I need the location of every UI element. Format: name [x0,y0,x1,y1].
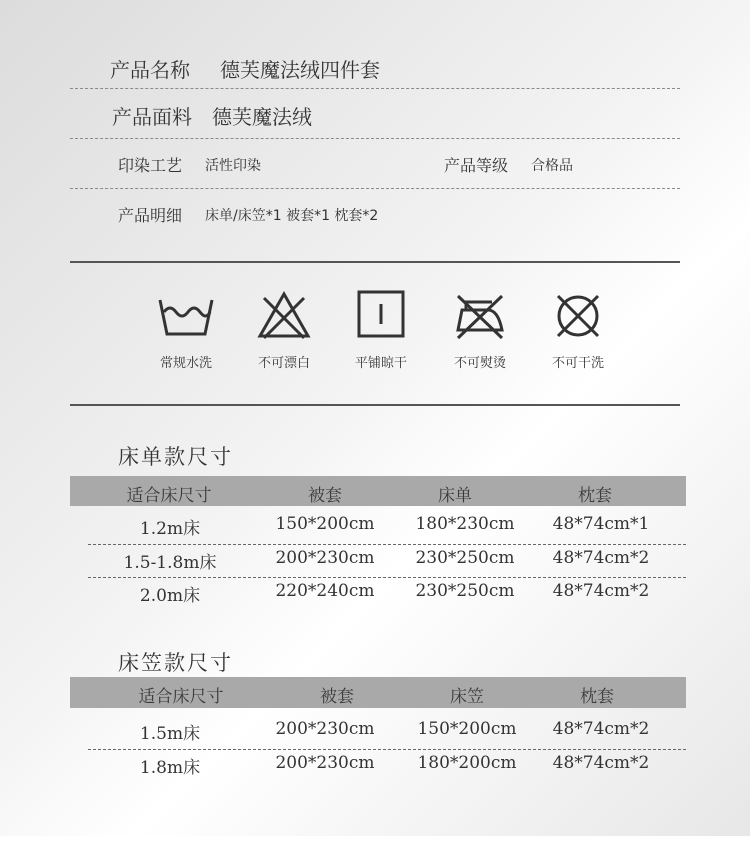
cell-bed-size: 1.5m床 [139,724,201,744]
cell-pillow: 48*74cm*2 [552,753,650,773]
cell-pillow: 48*74cm*2 [552,548,650,568]
detail-label: 产品明细 [118,206,183,225]
col-bed-size: 适合床尺寸 [126,486,212,506]
section-divider [70,261,680,263]
flat-dry-icon [353,290,409,342]
cell-fitted: 180*200cm [417,753,517,773]
col-fitted: 床笠 [450,687,484,707]
table-row [0,753,750,783]
fitted-table-title: 床笠款尺寸 [118,651,233,675]
no-dry-clean-icon [550,290,606,342]
grade-value: 合格品 [531,158,573,174]
fabric-value: 德芙魔法绒 [212,105,312,129]
row-divider [88,544,686,545]
cell-duvet: 200*230cm [275,753,375,773]
col-pillow: 枕套 [578,486,612,506]
sheet-table-header [70,476,686,506]
dye-value: 活性印染 [205,158,261,174]
cell-duvet: 200*230cm [275,719,375,739]
grade-label: 产品等级 [444,156,509,175]
col-duvet: 被套 [320,687,354,707]
cell-pillow: 48*74cm*1 [552,514,650,534]
cell-duvet: 200*230cm [275,548,375,568]
dye-label: 印染工艺 [118,156,183,175]
table-row [0,581,750,611]
cell-duvet: 150*200cm [275,514,375,534]
cell-pillow: 48*74cm*2 [552,719,650,739]
col-bed-size: 适合床尺寸 [138,687,224,707]
care-label: 不可熨烫 [453,356,506,371]
product-name-value: 德芙魔法绒四件套 [220,58,380,82]
no-iron-icon [452,290,508,342]
care-label: 平铺晾干 [354,356,407,371]
cell-pillow: 48*74cm*2 [552,581,650,601]
bottom-band [0,836,750,864]
cell-sheet: 180*230cm [415,514,515,534]
divider [70,88,680,89]
col-sheet: 床单 [438,486,472,506]
sheet-table-title: 床单款尺寸 [118,445,233,469]
divider [70,188,680,189]
divider [70,138,680,139]
care-label: 不可漂白 [257,356,310,371]
fabric-label: 产品面料 [112,105,192,129]
cell-sheet: 230*250cm [415,548,515,568]
table-row [0,719,750,749]
cell-bed-size: 1.8m床 [139,758,201,778]
row-divider [88,749,686,750]
cell-duvet: 220*240cm [275,581,375,601]
col-duvet: 被套 [308,486,342,506]
cell-bed-size: 1.2m床 [139,519,201,539]
care-label: 常规水洗 [159,356,212,371]
col-pillow: 枕套 [580,687,614,707]
no-bleach-icon [256,290,312,342]
fitted-table-header [70,677,686,708]
detail-value: 床单/床笠*1 被套*1 枕套*2 [205,208,379,224]
cell-sheet: 230*250cm [415,581,515,601]
cell-fitted: 150*200cm [417,719,517,739]
care-label: 不可干洗 [551,356,604,371]
cell-bed-size: 1.5-1.8m床 [123,553,217,573]
wash-tub-icon [158,290,214,342]
row-divider [88,577,686,578]
table-row [0,548,750,578]
table-row [0,514,750,544]
section-divider [70,404,680,406]
cell-bed-size: 2.0m床 [139,586,201,606]
product-name-label: 产品名称 [110,58,190,82]
